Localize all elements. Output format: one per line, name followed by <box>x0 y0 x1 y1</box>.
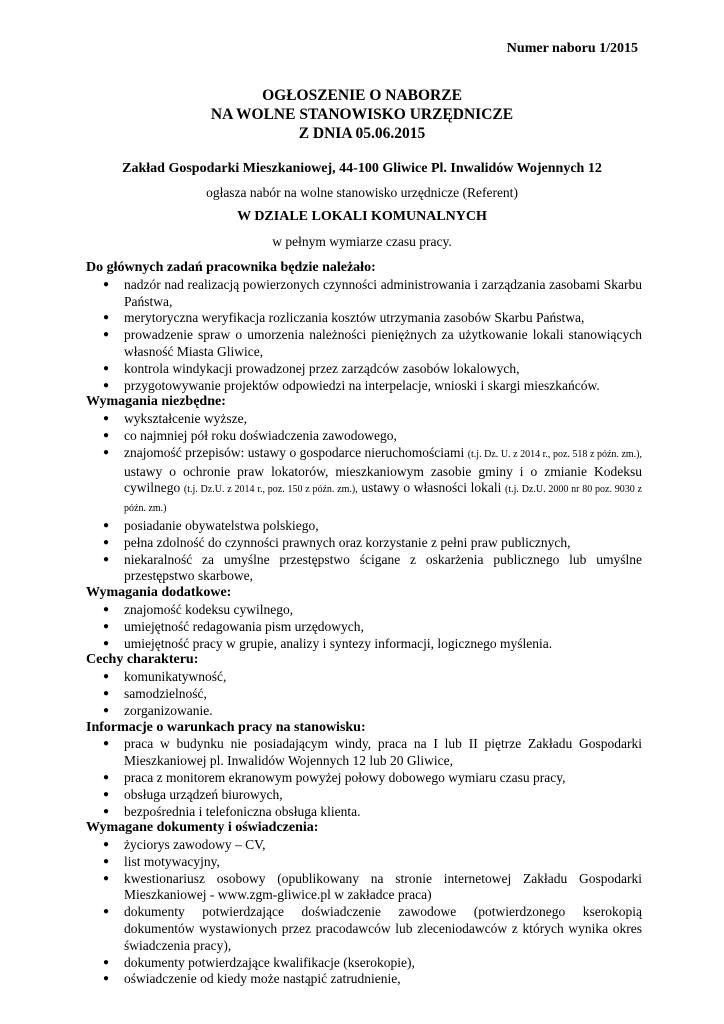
bullet-icon: ● <box>103 906 110 918</box>
list-item: ● posiadanie obywatelstwa polskiego, <box>103 517 319 533</box>
bullet-icon: ● <box>103 413 110 425</box>
tasks-list <box>86 277 642 395</box>
list-item: ● praca w budynku nie posiadającym windy, praca na I lub II piętrze Zakładu Gospodarki Mieszkaniowej pl. Inwalidów Wojennych 12 lub 20 Gliwice, <box>103 736 642 769</box>
list-item: ● znajomość kodeksu cywilnego, <box>103 601 294 617</box>
list-item: ● przygotowywanie projektów odpowiedzi na interpelacje, wnioski i skargi mieszkańców. <box>103 377 600 393</box>
list-item: ● praca z monitorem ekranowym powyżej połowy dobowego wymiaru czasu pracy, <box>103 769 566 785</box>
bullet-icon: ● <box>103 278 110 290</box>
bullet-icon: ● <box>103 704 110 716</box>
additional-list <box>86 602 642 652</box>
list-item: ● bezpośrednia i telefoniczna obsługa klienta. <box>103 803 361 819</box>
recruitment-number: Numer naboru 1/2015 <box>506 41 638 56</box>
list-item: ● obsługa urządzeń biurowych, <box>103 786 283 802</box>
bullet-icon: ● <box>103 687 110 699</box>
list-item: ● komunikatywność, <box>103 669 227 685</box>
bullet-icon: ● <box>103 603 110 615</box>
bullet-icon: ● <box>103 312 110 324</box>
list-item: ● niekaralność za umyślne przestępstwo ścigane z oskarżenia publicznego lub umyślne przestępstwo skarbowe, <box>103 551 642 584</box>
bullet-icon: ● <box>103 738 110 750</box>
bullet-icon: ● <box>103 446 110 458</box>
list-item: ● umiejętność pracy w grupie, analizy i syntezy informacji, logicznego myślenia. <box>103 635 553 651</box>
bullet-icon: ● <box>103 637 110 649</box>
bullet-icon: ● <box>103 771 110 783</box>
bullet-icon: ● <box>103 536 110 548</box>
list-item: ● dokumenty potwierdzające kwalifikacje (kserokopie), <box>103 954 415 970</box>
bullet-icon: ● <box>103 855 110 867</box>
bullet-icon: ● <box>103 872 110 884</box>
section-heading-conditions: Informacje o warunkach pracy na stanowisku: <box>86 719 366 735</box>
bullet-icon: ● <box>103 839 110 851</box>
list-item: ● życiorys zawodowy – CV, <box>103 837 266 853</box>
list-item: ● list motywacyjny, <box>103 853 220 869</box>
work-time: w pełnym wymiarze czasu pracy. <box>272 234 452 249</box>
list-item: ● dokumenty potwierdzające doświadczenie zawodowe (potwierdzonego kserokopią dokumentów wystawionych przez pracodawców lub zleceniodawców z których wynika okres świadczenia pracy), <box>103 904 642 953</box>
announcement-text: ogłasza nabór na wolne stanowisko urzędnicze (Referent) <box>206 185 518 200</box>
bullet-icon: ● <box>103 788 110 800</box>
bullet-icon: ● <box>103 973 110 985</box>
department-name: W DZIALE LOKALI KOMUNALNYCH <box>237 209 487 224</box>
traits-list <box>86 669 642 719</box>
bullet-icon: ● <box>103 620 110 632</box>
document-title <box>0 86 724 143</box>
list-item: ● nadzór nad realizacją powierzonych czynności administrowania i zarządzania zasobami Skarbu Państwa, <box>103 276 642 309</box>
section-heading-tasks: Do głównych zadań pracownika będzie należało: <box>86 260 376 275</box>
bullet-icon: ● <box>103 805 110 817</box>
list-item: ● pełna zdolność do czynności prawnych oraz korzystanie z pełni praw publicznych, <box>103 534 571 550</box>
bullet-icon: ● <box>103 362 110 374</box>
list-item: ● zorganizowanie. <box>103 702 213 718</box>
bullet-icon: ● <box>103 379 110 391</box>
conditions-list <box>86 736 642 820</box>
list-item: ● wykształcenie wyższe, <box>103 411 247 427</box>
list-item: ● co najmniej pół roku doświadczenia zawodowego, <box>103 427 397 443</box>
list-item: ● kwestionariusz osobowy (opublikowany na stronie internetowej Zakładu Gospodarki Mieszkaniowej - www.zgm-gliwice.pl w zakładce praca) <box>103 870 642 903</box>
section-heading-required: Wymagania niezbędne: <box>86 394 226 410</box>
section-heading-documents: Wymagane dokumenty i oświadczenia: <box>86 820 319 836</box>
bullet-icon: ● <box>103 671 110 683</box>
required-list <box>86 411 642 585</box>
title-line: Z DNIA 05.06.2015 <box>298 125 426 142</box>
employer-name: Zakład Gospodarki Mieszkaniowej, 44-100 Gliwice Pl. Inwalidów Wojennych 12 <box>122 161 602 176</box>
list-item: ● oświadczenie od kiedy może nastąpić zatrudnienie, <box>103 971 401 987</box>
bullet-icon: ● <box>103 956 110 968</box>
bullet-icon: ● <box>103 329 110 341</box>
list-item: ● merytoryczna weryfikacja rozliczania kosztów utrzymania zasobów Skarbu Państwa, <box>103 310 585 326</box>
list-item-law: ● znajomość przepisów: ustawy o gospodarce nieruchomościami (t.j. Dz. U. z 2014 r., poz. 518 z późn. zm.), ustawy o ochronie praw lokatorów, mieszkaniowym zasobie gminy i o zmianie Kodeksu cywilnego (t.j. Dz.U. z 2014 r., poz. 150 z późn. zm.), ustawy o własności lokali (t.j. Dz.U. 2000 nr 80 poz. 9030 z późn. zm.) <box>103 444 642 515</box>
documents-list <box>86 837 642 988</box>
title-line: NA WOLNE STANOWISKO URZĘDNICZE <box>210 106 514 123</box>
list-item: ● kontrola windykacji prowadzonej przez zarządców zasobów lokalowych, <box>103 360 520 376</box>
document-body <box>86 260 642 988</box>
list-item: ● samodzielność, <box>103 685 207 701</box>
section-heading-additional: Wymagania dodatkowe: <box>86 585 232 601</box>
list-item: ● umiejętność redagowania pism urzędowych, <box>103 618 364 634</box>
bullet-icon: ● <box>103 519 110 531</box>
title-line: OGŁOSZENIE O NABORZE <box>262 87 462 104</box>
list-item: ● prowadzenie spraw o umorzenia należności pieniężnych za użytkowanie lokali stanowiących własność Miasta Gliwice, <box>103 327 642 359</box>
bullet-icon: ● <box>103 429 110 441</box>
bullet-icon: ● <box>103 553 110 565</box>
section-heading-traits: Cechy charakteru: <box>86 652 199 668</box>
